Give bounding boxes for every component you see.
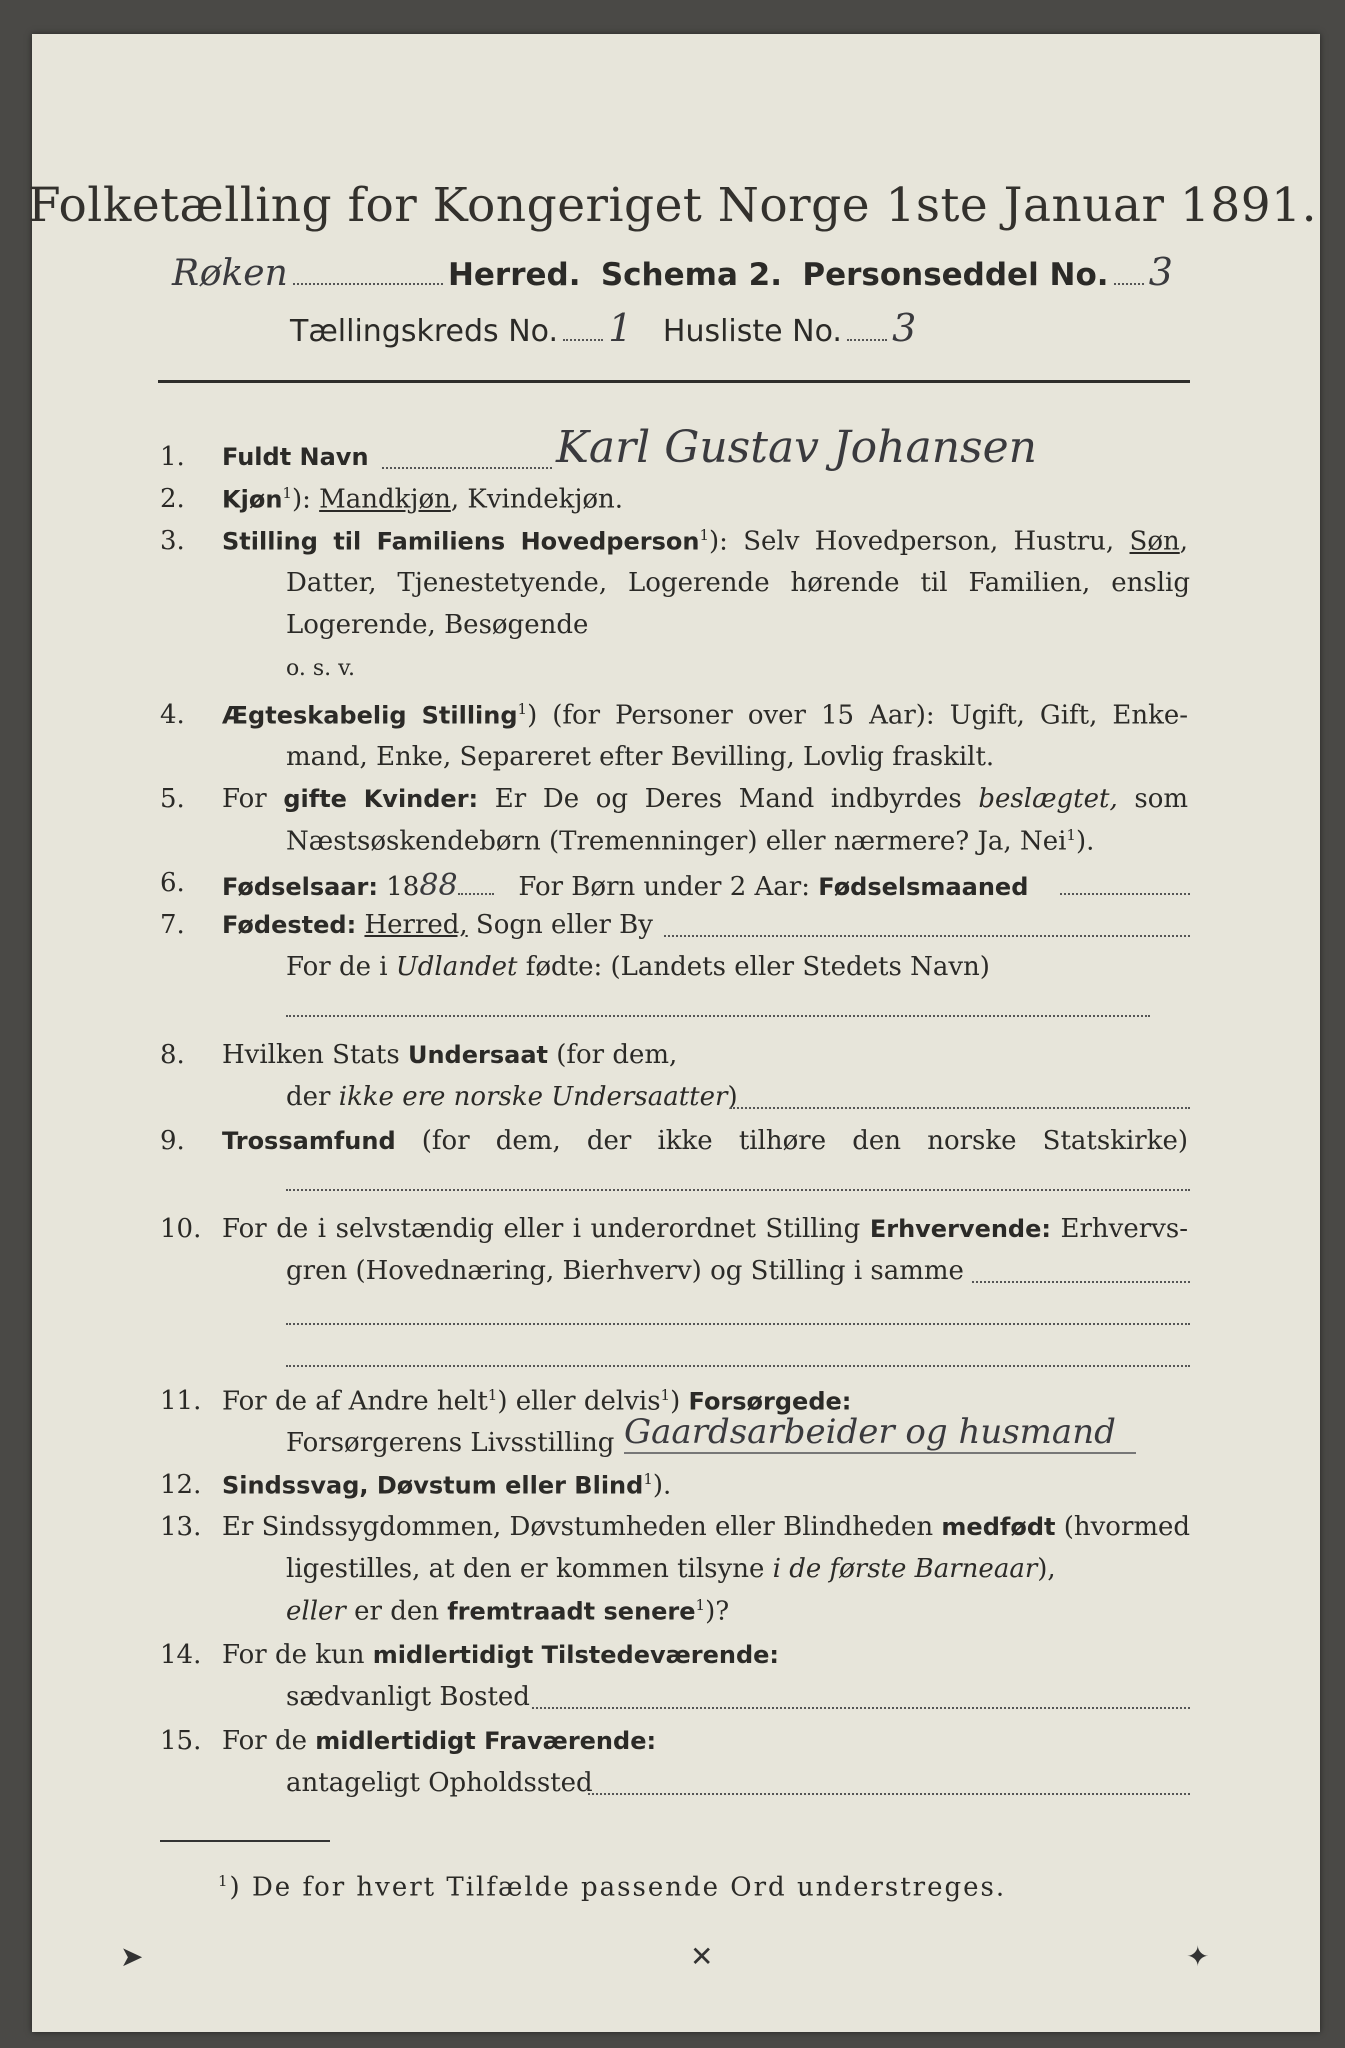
item-8-line-2-b: ) <box>727 1082 738 1112</box>
item-4-text: ) (for Personer over 15 Aar): Ugift, Gift, Enke- <box>527 700 1189 731</box>
item-13-line-2-a: ligestilles, at den er kommen tilsyne <box>286 1554 773 1584</box>
footnote-ref: 1 <box>699 526 709 544</box>
item-10-dotted-line <box>972 1280 1190 1283</box>
item-7-dotted-line <box>664 934 1190 937</box>
item-5-line-1 <box>222 784 1188 814</box>
herred-label: Herred. <box>447 257 581 293</box>
item-number-13: 13. <box>160 1512 202 1542</box>
item-7-line-2-a: For de i <box>286 952 396 982</box>
item-number-8: 8. <box>160 1040 185 1070</box>
item-3-line-3: Logerende, Besøgende <box>286 610 589 640</box>
item-number-6: 6. <box>160 868 185 898</box>
item-number-4: 4. <box>160 700 185 730</box>
husliste-dotted-line <box>847 338 887 341</box>
schema-label: Schema 2. <box>600 257 782 293</box>
item-11-text-a: For de af Andre helt <box>222 1386 488 1417</box>
herred-value: Røken <box>172 253 288 294</box>
item-4-line-1 <box>222 700 1188 731</box>
occupation-label: Erhvervende: <box>869 1215 1051 1243</box>
kreds-label: Tællingskreds No. <box>290 314 558 349</box>
footnote-ref: 1 <box>1066 826 1076 844</box>
kreds-line <box>290 306 916 350</box>
item-15-line-2: antageligt Opholdssted <box>286 1768 593 1798</box>
registration-mark-icon: ✕ <box>690 1940 714 1973</box>
item-number-1: 1. <box>160 442 185 472</box>
item-11-text-c: ) <box>670 1386 689 1417</box>
item-5-line-2-end: ). <box>1075 826 1095 857</box>
item-3-line-4: o. s. v. <box>286 656 355 681</box>
item-5-text-c: som <box>1117 784 1189 814</box>
item-1-label <box>222 442 369 472</box>
item-5-line-2 <box>286 826 1094 857</box>
item-15-dotted-line <box>588 1792 1190 1795</box>
item-10-line-1 <box>222 1214 1188 1244</box>
later-onset-label: fremtraadt senere <box>447 1597 696 1626</box>
full-name-value: Karl Gustav Johansen <box>556 422 1038 473</box>
item-13-line-1 <box>222 1512 1191 1542</box>
temporarily-absent-label: midlertidigt Fraværende: <box>315 1727 657 1755</box>
item-10-text-b: Erhvervs- <box>1050 1214 1188 1244</box>
item-10-text-a: For de i selvstændig eller i underordnet Stilling <box>222 1214 870 1244</box>
item-14-dotted-line <box>532 1706 1190 1709</box>
personseddel-dotted-line <box>1114 282 1144 285</box>
item-6-text <box>222 868 1028 903</box>
item-9-text: (for dem, der ikke tilhøre den norske Statskirke) <box>395 1126 1188 1156</box>
footnote-text: ) De for hvert Tilfælde passende Ord understreges. <box>229 1872 1007 1903</box>
item-13-text-b: (hvormed <box>1055 1512 1191 1542</box>
item-13-line-2 <box>286 1554 1056 1584</box>
item-number-9: 9. <box>160 1126 185 1156</box>
header-divider <box>158 380 1190 383</box>
item-14-text-a: For de kun <box>222 1640 373 1670</box>
item-9-line-1 <box>222 1126 1188 1156</box>
item-number-10: 10. <box>160 1214 202 1244</box>
sex-label: Kjøn <box>222 485 283 514</box>
item-5-text-a: For <box>222 784 284 814</box>
item-7-line-2 <box>286 952 990 982</box>
kreds-value: 1 <box>608 306 633 350</box>
dependents-label: Forsørgede: <box>688 1387 852 1416</box>
item-number-12: 12. <box>160 1470 202 1500</box>
item-8-line-2 <box>286 1082 738 1112</box>
item-number-5: 5. <box>160 784 185 814</box>
item-3-text-a: ): Selv Hovedperson, Hustru, <box>708 526 1130 557</box>
item-3-text-b: , <box>1179 526 1188 557</box>
husliste-label: Husliste No. <box>662 314 842 349</box>
birthplace-label: Fødested: <box>222 911 357 939</box>
item-13-end: )? <box>705 1596 730 1627</box>
item-6-text-b: For Børn under 2 Aar: <box>518 872 819 902</box>
item-number-3: 3. <box>160 526 185 556</box>
footnote <box>218 1872 1006 1903</box>
herred-dotted-line <box>293 282 443 285</box>
personseddel-label: Personseddel No. <box>802 257 1109 293</box>
item-13-line-3-a: er den <box>345 1596 448 1627</box>
birth-year-dotted-line <box>458 892 494 895</box>
birth-year-label: Fødselsaar: <box>222 873 378 901</box>
item-11-text-b: ) eller delvis <box>497 1386 661 1417</box>
item-2-text <box>222 484 623 515</box>
married-women-label: gifte Kvinder: <box>283 785 479 813</box>
birth-year-prefix: 18 <box>378 872 420 902</box>
item-1-dotted-line <box>382 466 552 469</box>
registration-mark-icon: ✦ <box>1186 1940 1210 1973</box>
birthplace-herred-underlined: Herred, <box>364 910 468 940</box>
kreds-dotted-line <box>563 338 603 341</box>
item-10-answer-dotted-line-2 <box>286 1364 1190 1367</box>
item-7-line-2-italic: Udlandet <box>395 952 518 982</box>
item-7-answer-dotted-line <box>286 1014 1150 1017</box>
religion-label: Trossamfund <box>222 1127 396 1155</box>
family-position-son-underlined: Søn <box>1129 526 1180 557</box>
congenital-label: medfødt <box>941 1513 1056 1541</box>
item-8-line-2-italic: ikke ere norske Undersaatter <box>338 1082 728 1112</box>
marital-status-label: Ægteskabelig Stilling <box>222 701 518 730</box>
item-8-text-b: (for dem, <box>547 1040 678 1070</box>
herred-line <box>172 250 1173 294</box>
item-11-line-2: Forsørgerens Livsstilling <box>286 1428 615 1458</box>
footnote-ref: 1 <box>517 700 528 718</box>
item-15-line-1 <box>222 1726 656 1756</box>
item-7-text: Sogn eller By <box>467 910 653 940</box>
item-14-line-1 <box>222 1640 779 1670</box>
footnote-ref: 1 <box>695 1596 706 1614</box>
item-13-line-3-italic: eller <box>286 1596 346 1627</box>
birth-year-value: 88 <box>419 868 458 903</box>
item-8-line-1 <box>222 1040 677 1070</box>
item-number-7: 7. <box>160 910 185 940</box>
provider-occupation-value: Gaardsarbeider og husmand <box>624 1412 1136 1454</box>
footnote-ref: 1 <box>282 484 292 502</box>
item-10-line-2: gren (Hovednæring, Bierhverv) og Stilling i samme <box>286 1256 964 1286</box>
husliste-value: 3 <box>892 306 917 350</box>
footnote-divider <box>160 1840 330 1842</box>
personseddel-value: 3 <box>1148 250 1173 294</box>
item-8-text-a: Hvilken Stats <box>222 1040 408 1070</box>
item-5-italic: beslægtet, <box>978 784 1118 814</box>
item-10-answer-dotted-line-1 <box>286 1322 1190 1325</box>
item-13-line-3 <box>286 1596 729 1627</box>
item-number-2: 2. <box>160 484 185 514</box>
footnote-ref: 1 <box>487 1386 498 1404</box>
item-8-dotted-line <box>730 1106 1190 1109</box>
footnote-ref: 1 <box>660 1386 671 1404</box>
item-15-text-a: For de <box>222 1726 316 1756</box>
full-name-label: Fuldt Navn <box>222 443 369 471</box>
item-number-14: 14. <box>160 1640 202 1670</box>
item-4-line-2: mand, Enke, Separeret efter Bevilling, Lovlig fraskilt. <box>286 742 995 772</box>
footnote-ref: 1 <box>643 1470 653 1488</box>
item-13-text-a: Er Sindssygdommen, Døvstumheden eller Blindheden <box>222 1512 942 1542</box>
item-12-end: ). <box>652 1470 672 1501</box>
item-number-15: 15. <box>160 1726 202 1756</box>
item-2-text-b: , Kvindekjøn. <box>450 484 624 515</box>
item-number-11: 11. <box>160 1386 202 1416</box>
family-position-label: Stilling til Familiens Hovedperson <box>222 527 700 556</box>
sex-male-underlined: Mandkjøn <box>319 484 451 515</box>
item-9-answer-dotted-line <box>286 1188 1190 1191</box>
item-7-line-1 <box>222 910 653 940</box>
item-3-line-1 <box>222 526 1188 557</box>
citizenship-label: Undersaat <box>407 1041 548 1069</box>
birth-month-label: Fødselsmaaned <box>818 873 1029 901</box>
footnote-marker: 1 <box>218 1872 230 1890</box>
item-13-line-2-italic: i de første Barneaar <box>772 1554 1038 1584</box>
form-title: Folketælling for Kongeriget Norge 1ste Januar 1891. <box>27 178 1318 233</box>
disability-label: Sindssvag, Døvstum eller Blind <box>222 1471 644 1500</box>
item-7-line-2-b: fødte: (Landets eller Stedets Navn) <box>517 952 990 982</box>
item-5-text-b: Er De og Deres Mand indbyrdes <box>478 784 979 814</box>
item-13-line-2-b: ), <box>1037 1554 1056 1584</box>
item-8-line-2-a: der <box>286 1082 339 1112</box>
item-2-text-a: ): <box>291 484 320 515</box>
item-3-line-2: Datter, Tjenestetyende, Logerende hørende til Familien, enslig <box>286 568 1190 598</box>
item-12-text <box>222 1470 671 1501</box>
birth-month-dotted-line <box>1060 892 1190 895</box>
registration-mark-icon: ➤ <box>120 1940 144 1973</box>
item-5-line-2-text: Næstsøskendebørn (Tremenninger) eller nærmere? Ja, Nei <box>286 826 1067 857</box>
temporarily-present-label: midlertidigt Tilstedeværende: <box>372 1641 780 1669</box>
item-14-line-2: sædvanligt Bosted <box>286 1682 530 1712</box>
